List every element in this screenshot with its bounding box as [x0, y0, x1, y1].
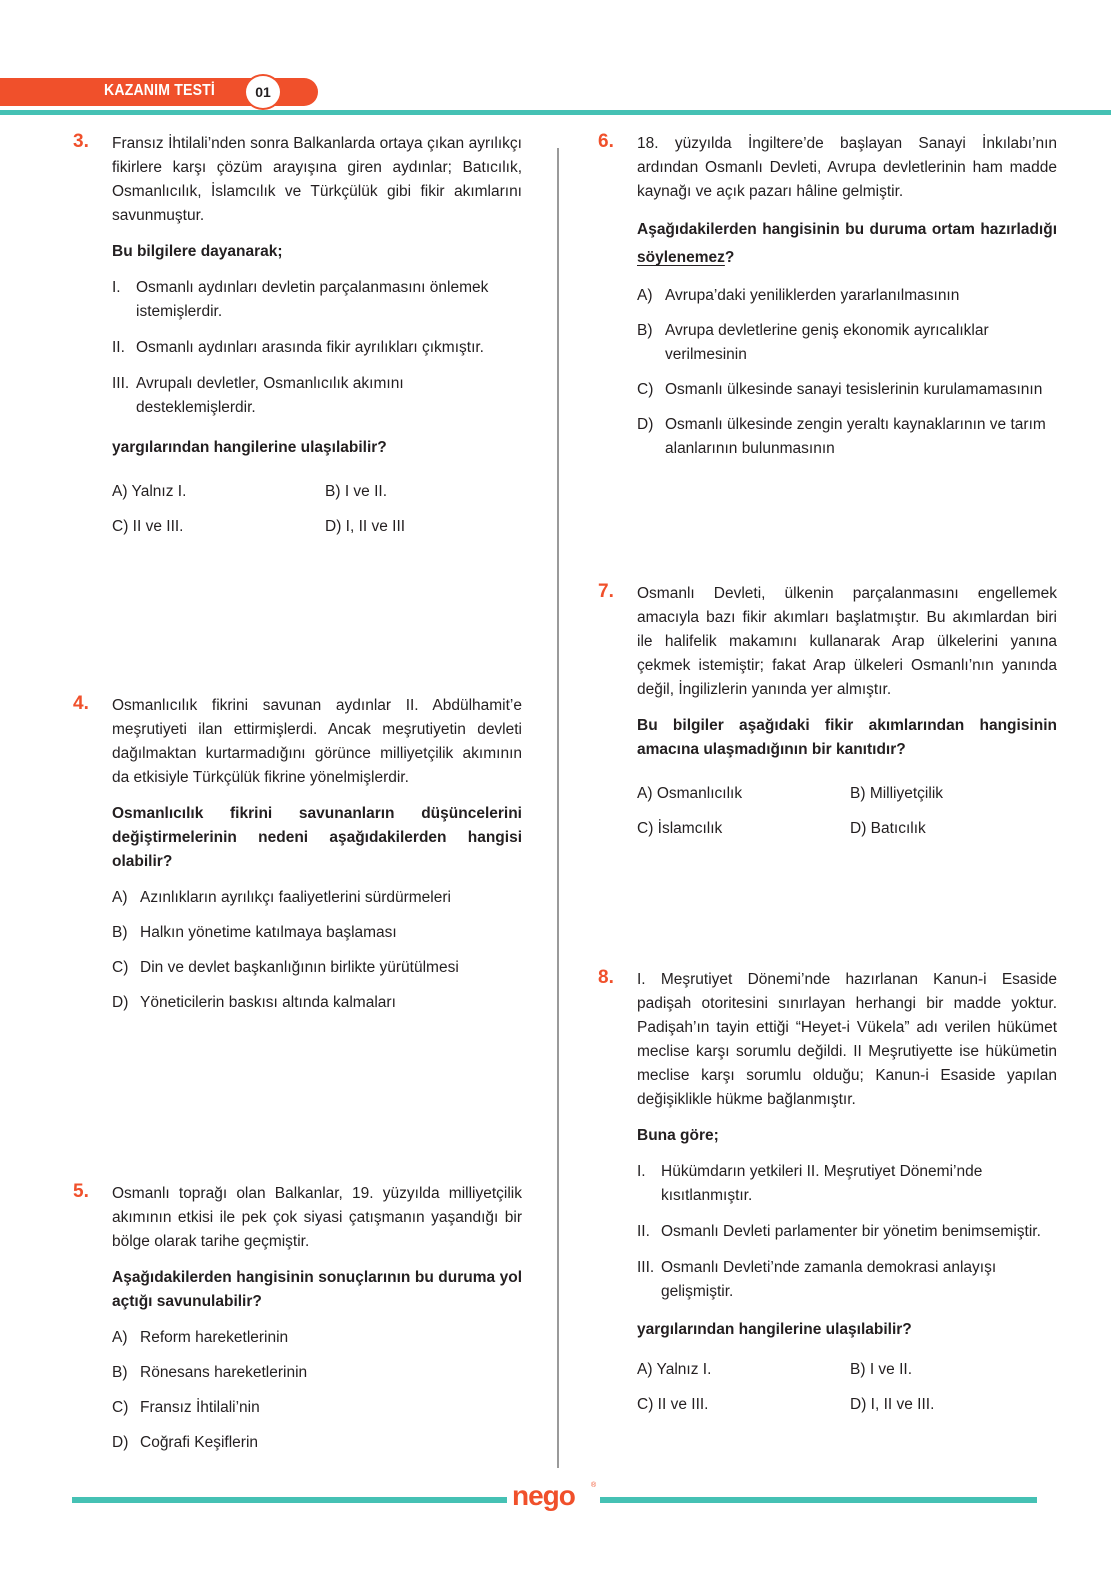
- options: [112, 480, 522, 539]
- question-5: [73, 1181, 522, 1455]
- publisher-logo: nego: [512, 1480, 575, 1511]
- option-c[interactable]: C) II ve III.: [112, 518, 184, 535]
- test-number-badge: 01: [244, 74, 282, 110]
- question-lead: Bu bilgilere dayanarak;: [112, 243, 283, 260]
- question-prompt: yargılarından hangilerine ulaşılabilir?: [637, 1321, 912, 1338]
- option-b[interactable]: B) Avrupa devletlerine geniş ekonomik ayrıcalıklar verilmesinin: [637, 322, 989, 363]
- question-text: Fransız İhtilali’nden sonra Balkanlarda ortaya çıkan ayrılıkçı fikirlere karşı çözüm arayışına giren aydınlar; Batıcılık, Osmanlıcılık, İslamcılık ve Türkçülük gibi fikir akımlarını savunmuştur.: [112, 135, 522, 224]
- question-text: Osmanlıcılık fikrini savunan aydınlar II. Abdülhamit’e meşrutiyeti ilan ettirmişlerdi. Ancak meşrutiyetin devleti dağılmaktan kurtarmadığını görünce milliyetçilik akımının da etkisiyle Türkçülük fikrine yönelmişlerdir.: [112, 697, 522, 786]
- statement: II. Osmanlı aydınları arasında fikir ayrılıkları çıkmıştır.: [112, 339, 484, 356]
- question-6: [598, 131, 1057, 461]
- question-4: [73, 693, 522, 1015]
- question-number: 7.: [598, 581, 614, 602]
- option-a[interactable]: A) Avrupa’daki yeniliklerden yararlanılmasının: [637, 287, 960, 304]
- option-c[interactable]: C) II ve III.: [637, 1396, 709, 1413]
- question-prompt: yargılarından hangilerine ulaşılabilir?: [112, 439, 387, 456]
- options: [637, 782, 1057, 841]
- registered-mark-icon: ®: [591, 1482, 597, 1489]
- test-title: KAZANIM TESTİ: [104, 82, 216, 99]
- option-b[interactable]: B) I ve II.: [850, 1361, 913, 1378]
- option-c[interactable]: C) Osmanlı ülkesinde sanayi tesislerinin kurulamamasının: [637, 381, 1043, 398]
- column-divider: [557, 148, 559, 1468]
- option-d[interactable]: D) Batıcılık: [850, 820, 926, 837]
- statement: III. Osmanlı Devleti’nde zamanla demokrasi anlayışı gelişmiştir.: [637, 1259, 997, 1300]
- statement: I. Osmanlı aydınları devletin parçalanmasını önlemek istemişlerdir.: [112, 279, 489, 320]
- question-number: 5.: [73, 1181, 89, 1202]
- option-c[interactable]: C) Fransız İhtilali’nin: [112, 1399, 260, 1416]
- option-d[interactable]: D) I, II ve III.: [850, 1396, 935, 1413]
- header-divider: [0, 110, 1111, 115]
- question-prompt: Bu bilgiler aşağıdaki fikir akımlarından hangisinin amacına ulaşmadığının bir kanıtıdır?: [637, 717, 1057, 758]
- option-d[interactable]: D) Osmanlı ülkesinde zengin yeraltı kaynaklarının ve tarım alanlarının bulunmasının: [637, 416, 1046, 457]
- question-8: [598, 967, 1057, 1417]
- option-a[interactable]: A) Yalnız I.: [637, 1361, 712, 1378]
- question-prompt: Aşağıdakilerden hangisinin sonuçlarının bu duruma yol açtığı savunulabilir?: [112, 1269, 522, 1310]
- options: [637, 1358, 1057, 1417]
- question-text: I. Meşrutiyet Dönemi’nde hazırlanan Kanun-i Esaside padişah otoritesini sınırlayan herhangi bir madde yoktur. Padişah’ın tayin ettiği “Heyet-i Vükela” adı verilen hükümet meclise karşı sorumlu değildi. II Meşrutiyette ise hükümetin meclise karşı sorumlu olduğu; Kanun-i Esaside yapılan değişiklikle hükme bağlanmıştır.: [637, 971, 1057, 1108]
- footer-divider-right: [600, 1497, 1037, 1503]
- question-7: [598, 581, 1057, 841]
- statement: II. Osmanlı Devleti parlamenter bir yönetim benimsemiştir.: [637, 1223, 1041, 1240]
- option-b[interactable]: B) I ve II.: [325, 483, 388, 500]
- question-number: 6.: [598, 131, 614, 152]
- option-b[interactable]: B) Halkın yönetime katılmaya başlaması: [112, 924, 397, 941]
- option-c[interactable]: C) İslamcılık: [637, 820, 723, 837]
- statement: I. Hükümdarın yetkileri II. Meşrutiyet Dönemi’nde kısıtlanmıştır.: [637, 1163, 983, 1204]
- question-prompt: Aşağıdakilerden hangisinin bu duruma ortam hazırladığı söylenemez?: [637, 221, 1057, 266]
- option-a[interactable]: A) Osmanlıcılık: [637, 785, 743, 802]
- option-b[interactable]: B) Milliyetçilik: [850, 785, 944, 802]
- question-prompt: Osmanlıcılık fikrini savunanların düşüncelerini değiştirmelerinin nedeni aşağıdakilerden hangisi olabilir?: [112, 805, 522, 870]
- option-a[interactable]: A) Yalnız I.: [112, 483, 187, 500]
- question-number: 3.: [73, 131, 89, 152]
- footer-divider-left: [72, 1497, 507, 1503]
- option-a[interactable]: A) Azınlıkların ayrılıkçı faaliyetlerini sürdürmeleri: [112, 889, 451, 906]
- option-a[interactable]: A) Reform hareketlerinin: [112, 1329, 289, 1346]
- question-number: 8.: [598, 967, 614, 988]
- question-text: Osmanlı toprağı olan Balkanlar, 19. yüzyılda milliyetçilik akımının etkisi ile pek çok siyasi çatışmanın yaşandığı bir bölge olarak tarihe geçmiştir.: [112, 1185, 522, 1250]
- option-d[interactable]: D) Coğrafi Keşiflerin: [112, 1434, 259, 1451]
- negation-emphasis: söylenemez: [637, 249, 725, 266]
- question-text: Osmanlı Devleti, ülkenin parçalanmasını engellemek amacıyla bazı fikir akımları başlatmıştır. Bu akımlardan biri ile halifelik makamını kullanarak Arap ülkelerini yanına çekmek istemiştir; fakat Arap ülkeleri Osmanlı’nın yanında değil, İngilizlerin yanında yer almıştır.: [637, 585, 1057, 698]
- option-d[interactable]: D) Yöneticilerin baskısı altında kalmaları: [112, 994, 396, 1011]
- option-d[interactable]: D) I, II ve III: [325, 518, 406, 535]
- question-number: 4.: [73, 693, 89, 714]
- question-text: 18. yüzyılda İngiltere’de başlayan Sanayi İnkılabı’nın ardından Osmanlı Devleti, Avrupa devletlerinin ham madde kaynağı ve açık pazarı hâline gelmiştir.: [637, 135, 1057, 200]
- option-b[interactable]: B) Rönesans hareketlerinin: [112, 1364, 308, 1381]
- question-3: [73, 131, 522, 539]
- option-c[interactable]: C) Din ve devlet başkanlığının birlikte yürütülmesi: [112, 959, 459, 976]
- question-lead: Buna göre;: [637, 1127, 719, 1144]
- statement: III. Avrupalı devletler, Osmanlıcılık akımını desteklemişlerdir.: [112, 375, 404, 416]
